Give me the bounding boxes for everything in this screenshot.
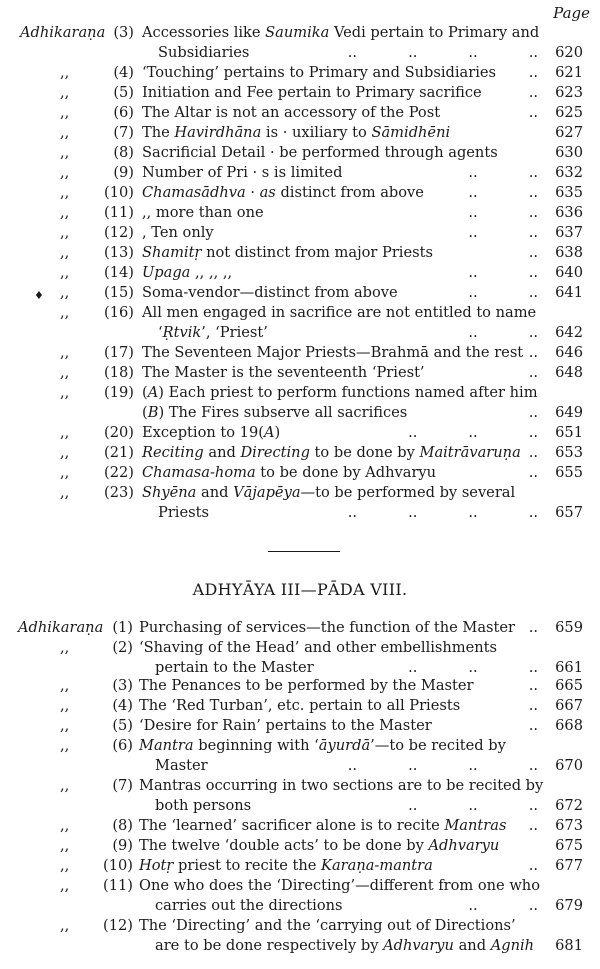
entry-page-number: 667 [555, 697, 583, 714]
entry-number: (15) [104, 284, 134, 301]
page-column-header: Page [553, 4, 590, 22]
entry-page-number: 648 [555, 364, 583, 381]
entry-page-number: 665 [555, 677, 583, 694]
entry-page-number: 635 [555, 184, 583, 201]
dot-leader: .. .. [468, 224, 538, 241]
entry-title-line: Hotṛ priest to recite the Karaṇa-mantra [139, 857, 433, 874]
entry-title-line: both persons [155, 797, 252, 814]
entry-title-line: Number of Pri · s is limited [142, 164, 343, 181]
entry-number: (22) [104, 464, 134, 481]
entry-label: ,, [60, 444, 70, 461]
dot-leader: .. [528, 64, 538, 81]
entry-title-line: ‘Ṛtvik’, ‘Priest’ [158, 324, 268, 341]
entry-title-line: Shamitṛ not distinct from major Priests [142, 244, 433, 261]
dot-leader: .. [528, 619, 538, 636]
entry-number: (7) [113, 124, 134, 141]
entry-label: ,, [60, 384, 70, 401]
entry-number: (3) [112, 677, 133, 694]
contents-entry [0, 483, 600, 521]
dot-leader: .. .. .. .. [347, 504, 538, 521]
entry-label: ,, [60, 64, 70, 81]
entry-label: ,, [60, 124, 70, 141]
dot-leader: .. .. [468, 184, 538, 201]
entry-page-number: 649 [555, 404, 583, 421]
entry-label: ,, [60, 344, 70, 361]
entry-label: ,, [60, 264, 70, 281]
entry-number: (23) [104, 484, 134, 501]
dot-leader: .. .. [468, 897, 538, 914]
entry-number: (12) [103, 917, 133, 934]
dot-leader: .. [528, 84, 538, 101]
contents-entry [0, 83, 600, 103]
entry-page-number: 638 [555, 244, 583, 261]
entry-label: ,, [60, 877, 70, 894]
contents-entry [0, 183, 600, 203]
contents-entry [0, 363, 600, 383]
entry-title-line: Chamasa-homa to be done by Adhvaryu [142, 464, 437, 481]
entry-number: (11) [104, 204, 134, 221]
entry-label: ,, [60, 424, 70, 441]
entry-label: ,, [60, 777, 70, 794]
contents-entry [0, 383, 600, 421]
entry-number: (9) [112, 837, 133, 854]
entry-title-line: The ‘Red Turban’, etc. pertain to all Priests [139, 697, 461, 714]
entry-page-number: 642 [555, 324, 583, 341]
entry-title-line: Upaga ,, ,, ,, [142, 264, 233, 281]
contents-entry [0, 163, 600, 183]
margin-mark-icon: ♦ [34, 289, 44, 302]
entry-label: Adhikaraṇa [18, 619, 104, 636]
contents-entry [0, 716, 600, 736]
contents-entry [0, 736, 600, 774]
dot-leader: .. .. [468, 204, 538, 221]
entry-page-number: 632 [555, 164, 583, 181]
entry-label: ,, [60, 697, 70, 714]
entry-number: (3) [113, 24, 134, 41]
entry-number: (11) [103, 877, 133, 894]
entry-page-number: 625 [555, 104, 583, 121]
entry-page-number: 668 [555, 717, 583, 734]
contents-entry [0, 143, 600, 163]
entry-title-line: The Penances to be performed by the Master [139, 677, 474, 694]
entry-label: ,, [60, 144, 70, 161]
entry-page-number: 672 [555, 797, 583, 814]
entry-page-number: 623 [555, 84, 583, 101]
entry-number: (10) [104, 184, 134, 201]
contents-entry [0, 243, 600, 263]
entry-title-line: Mantra beginning with ‘āyurdā’—to be recited by [139, 737, 506, 754]
contents-entry [0, 836, 600, 856]
dot-leader: .. .. .. .. [347, 44, 538, 61]
entry-number: (6) [112, 737, 133, 754]
contents-entry [0, 423, 600, 443]
entry-page-number: 637 [555, 224, 583, 241]
entry-page-number: 646 [555, 344, 583, 361]
contents-entry [0, 223, 600, 243]
entry-title-line: are to be done respectively by Adhvaryu and Agnih [155, 937, 535, 954]
entry-title-line: Accessories like Saumika Vedi pertain to Primary and [142, 24, 540, 41]
dot-leader: .. .. [468, 324, 538, 341]
entry-label: ,, [60, 484, 70, 501]
dot-leader: .. [528, 817, 538, 834]
entry-title-line: ‘Shaving of the Head’ and other embellishments [139, 639, 498, 656]
entry-label: ,, [60, 364, 70, 381]
entry-label: ,, [60, 717, 70, 734]
entry-number: (18) [104, 364, 134, 381]
entry-label: ,, [60, 184, 70, 201]
entry-title-line: Purchasing of services—the function of the Master [139, 619, 515, 636]
entry-title-line: pertain to the Master [155, 659, 314, 676]
entry-label: ,, [60, 204, 70, 221]
entry-number: (7) [112, 777, 133, 794]
entry-title-line: The Seventeen Major Priests—Brahmā and the rest [142, 344, 524, 361]
entry-title-line: carries out the directions [155, 897, 343, 914]
entry-label: Adhikaraṇa [20, 24, 106, 41]
dot-leader: .. .. [468, 164, 538, 181]
dot-leader: .. [528, 404, 538, 421]
entry-number: (8) [112, 817, 133, 834]
contents-entry [0, 676, 600, 696]
entry-number: (10) [103, 857, 133, 874]
entry-title-line: ‘Touching’ pertains to Primary and Subsidiaries [142, 64, 497, 81]
entry-number: (19) [104, 384, 134, 401]
entry-label: ,, [60, 817, 70, 834]
entry-page-number: 657 [555, 504, 583, 521]
contents-entry [0, 23, 600, 61]
dot-leader: .. .. [468, 284, 538, 301]
dot-leader: .. [528, 677, 538, 694]
dot-leader: .. [528, 364, 538, 381]
contents-entry [0, 263, 600, 283]
dot-leader: .. [528, 344, 538, 361]
entry-page-number: 640 [555, 264, 583, 281]
dot-leader: .. [528, 717, 538, 734]
contents-entry [0, 123, 600, 143]
entry-title-line: The ‘Directing’ and the ‘carrying out of Directions’ [139, 917, 516, 934]
dot-leader: .. [528, 464, 538, 481]
entry-label: ,, [60, 857, 70, 874]
entry-title-line: The Altar is not an accessory of the Post [142, 104, 441, 121]
entry-page-number: 651 [555, 424, 583, 441]
entry-label: ,, [60, 737, 70, 754]
entry-title-line: Subsidiaries [158, 44, 250, 61]
entry-title-line: , Ten only [142, 224, 214, 241]
entry-title-line: All men engaged in sacrifice are not entitled to name [142, 304, 537, 321]
entry-number: (20) [104, 424, 134, 441]
entry-number: (8) [113, 144, 134, 161]
entry-page-number: 641 [555, 284, 583, 301]
entry-title-line: (B) The Fires subserve all sacrifices [142, 404, 408, 421]
entry-label: ,, [60, 464, 70, 481]
dot-leader: .. .. .. [408, 659, 538, 676]
entry-page-number: 681 [555, 937, 583, 954]
contents-entry [0, 443, 600, 463]
entry-title-line: Reciting and Directing to be done by Maitrāvaruṇa [142, 444, 521, 461]
entry-label: ,, [60, 917, 70, 934]
entry-number: (14) [104, 264, 134, 281]
entry-title-line: The twelve ‘double acts’ to be done by Adhvaryu [139, 837, 500, 854]
contents-entry [0, 303, 600, 341]
dot-leader: .. .. .. .. [347, 757, 538, 774]
entry-page-number: 653 [555, 444, 583, 461]
entry-title-line: Soma-vendor—distinct from above [142, 284, 398, 301]
contents-entry [0, 816, 600, 836]
contents-entry [0, 916, 600, 954]
entry-number: (4) [113, 64, 134, 81]
entry-title-line: Initiation and Fee pertain to Primary sacrifice [142, 84, 482, 101]
entry-page-number: 675 [555, 837, 583, 854]
entry-number: (16) [104, 304, 134, 321]
entry-number: (5) [112, 717, 133, 734]
entry-number: (9) [113, 164, 134, 181]
contents-entry [0, 776, 600, 814]
dot-leader: .. [528, 697, 538, 714]
entry-page-number: 661 [555, 659, 583, 676]
entry-number: (6) [113, 104, 134, 121]
entry-title-line: One who does the ‘Directing’—different from one who [139, 877, 540, 894]
entry-page-number: 673 [555, 817, 583, 834]
entry-title-line: The ‘learned’ sacrificer alone is to recite Mantras [139, 817, 507, 834]
dot-leader: .. [528, 104, 538, 121]
entry-label: ,, [60, 104, 70, 121]
entry-number: (17) [104, 344, 134, 361]
entry-number: (12) [104, 224, 134, 241]
entry-label: ,, [60, 244, 70, 261]
entry-title-line: Chamasādhva · as distinct from above [142, 184, 424, 201]
entry-label: ,, [60, 837, 70, 854]
entry-page-number: 670 [555, 757, 583, 774]
contents-entry [0, 696, 600, 716]
entry-title-line: Sacrificial Detail · be performed through agents [142, 144, 498, 161]
contents-entry [0, 343, 600, 363]
entry-page-number: 679 [555, 897, 583, 914]
entry-title-line: ‘Desire for Rain’ pertains to the Master [139, 717, 432, 734]
entry-page-number: 659 [555, 619, 583, 636]
entry-label: ,, [60, 224, 70, 241]
entry-page-number: 655 [555, 464, 583, 481]
entry-label: ,, [60, 677, 70, 694]
entry-page-number: 636 [555, 204, 583, 221]
entry-number: (21) [104, 444, 134, 461]
entry-page-number: 621 [555, 64, 583, 81]
dot-leader: .. .. .. [408, 797, 538, 814]
entry-number: (1) [112, 619, 133, 636]
entry-number: (2) [112, 639, 133, 656]
contents-entry [0, 876, 600, 914]
contents-entry [0, 463, 600, 483]
contents-entry [0, 283, 600, 303]
entry-title-line: (A) Each priest to perform functions named after him [142, 384, 538, 401]
dot-leader: .. [528, 244, 538, 261]
entry-title-line: Mantras occurring in two sections are to be recited by [139, 777, 544, 794]
contents-entry [0, 203, 600, 223]
entry-page-number: 630 [555, 144, 583, 161]
contents-entry [0, 63, 600, 83]
entry-title-line: Master [155, 757, 208, 774]
entry-page-number: 627 [555, 124, 583, 141]
entry-label: ,, [60, 84, 70, 101]
entry-page-number: 620 [555, 44, 583, 61]
entry-label: ,, [60, 284, 70, 301]
contents-entry [0, 618, 600, 638]
entry-number: (4) [112, 697, 133, 714]
contents-entry [0, 856, 600, 876]
entry-title-line: Shyēna and Vājapēya—to be performed by several [142, 484, 516, 501]
entry-title-line: The Master is the seventeenth ‘Priest’ [142, 364, 425, 381]
dot-leader: .. [528, 444, 538, 461]
dot-leader: .. .. [468, 264, 538, 281]
entry-title-line: Priests [158, 504, 209, 521]
entry-page-number: 677 [555, 857, 583, 874]
section-heading: ADHYĀYA III—PĀDA VIII. [192, 580, 408, 599]
contents-entry [0, 103, 600, 123]
dot-leader: .. [528, 857, 538, 874]
entry-label: ,, [60, 639, 70, 656]
entry-label: ,, [60, 164, 70, 181]
entry-number: (13) [104, 244, 134, 261]
entry-number: (5) [113, 84, 134, 101]
entry-label: ,, [60, 304, 70, 321]
dot-leader: .. .. .. [408, 424, 538, 441]
contents-entry [0, 638, 600, 676]
section-divider [268, 551, 340, 552]
entry-title-line: ,, more than one [142, 204, 264, 221]
entry-title-line: The Havirdhāna is · uxiliary to Sāmidhēni [142, 124, 451, 141]
entry-title-line: Exception to 19(A) [142, 424, 281, 441]
